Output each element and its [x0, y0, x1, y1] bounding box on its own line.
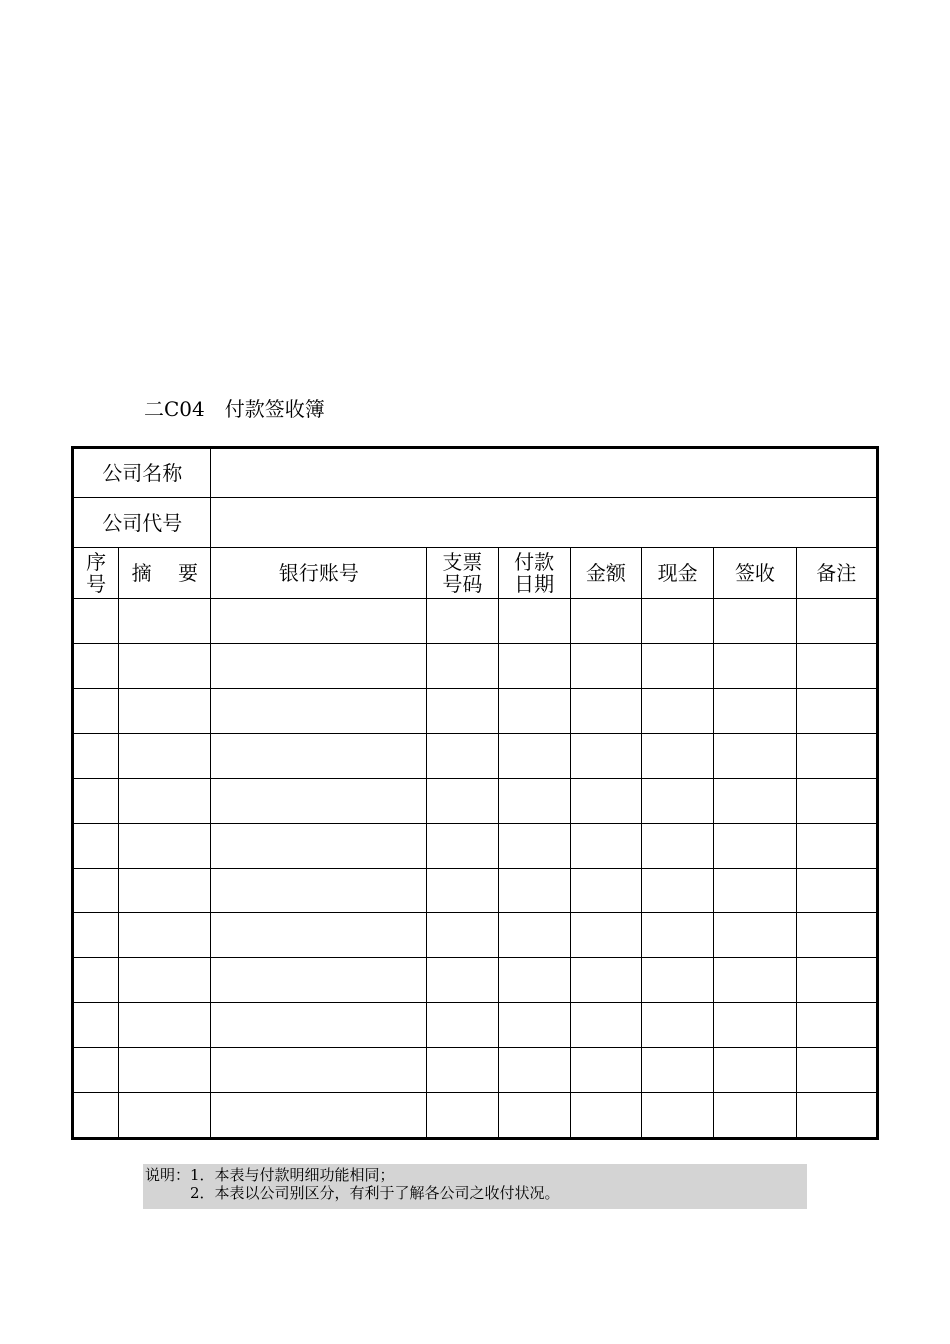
- table-row: [73, 868, 878, 913]
- cell-check-no[interactable]: [427, 958, 498, 1003]
- cell-remarks[interactable]: [796, 1003, 877, 1048]
- table-row: [73, 599, 878, 644]
- cell-remarks[interactable]: [796, 868, 877, 913]
- cell-pay-date[interactable]: [498, 733, 570, 778]
- cell-seq[interactable]: [73, 644, 119, 689]
- cell-cash[interactable]: [642, 958, 714, 1003]
- cell-bank-account[interactable]: [211, 823, 427, 868]
- cell-amount[interactable]: [570, 644, 641, 689]
- cell-bank-account[interactable]: [211, 958, 427, 1003]
- cell-sign[interactable]: [714, 1092, 796, 1138]
- cell-sign[interactable]: [714, 689, 796, 734]
- cell-check-no[interactable]: [427, 1048, 498, 1093]
- cell-summary[interactable]: [119, 868, 211, 913]
- cell-remarks[interactable]: [796, 778, 877, 823]
- cell-remarks[interactable]: [796, 1048, 877, 1093]
- cell-amount[interactable]: [570, 689, 641, 734]
- cell-remarks[interactable]: [796, 689, 877, 734]
- table-row: [73, 778, 878, 823]
- note-line-2: 2．本表以公司别区分，有利于了解各公司之收付状况。: [145, 1184, 560, 1202]
- cell-remarks[interactable]: [796, 958, 877, 1003]
- cell-seq[interactable]: [73, 1003, 119, 1048]
- table-row: [73, 733, 878, 778]
- cell-sign[interactable]: [714, 823, 796, 868]
- cell-seq[interactable]: [73, 599, 119, 644]
- cell-cash[interactable]: [642, 1092, 714, 1138]
- cell-summary[interactable]: [119, 958, 211, 1003]
- cell-check-no[interactable]: [427, 733, 498, 778]
- cell-amount[interactable]: [570, 958, 641, 1003]
- company-name-label: 公司名称: [73, 448, 211, 498]
- cell-check-no[interactable]: [427, 913, 498, 958]
- cell-bank-account[interactable]: [211, 1048, 427, 1093]
- cell-sign[interactable]: [714, 913, 796, 958]
- cell-check-no[interactable]: [427, 689, 498, 734]
- col-header-remarks: 备注: [796, 547, 877, 598]
- cell-seq[interactable]: [73, 1048, 119, 1093]
- cell-bank-account[interactable]: [211, 778, 427, 823]
- company-code-label: 公司代号: [73, 498, 211, 547]
- cell-sign[interactable]: [714, 1048, 796, 1093]
- cell-amount[interactable]: [570, 1048, 641, 1093]
- cell-sign[interactable]: [714, 599, 796, 644]
- cell-pay-date[interactable]: [498, 1092, 570, 1138]
- cell-seq[interactable]: [73, 778, 119, 823]
- cell-check-no[interactable]: [427, 1092, 498, 1138]
- note-line-1: 说明：1．本表与付款明细功能相同；: [145, 1166, 395, 1184]
- cell-seq[interactable]: [73, 823, 119, 868]
- col-header-seq: 序 号: [73, 547, 119, 598]
- table-row: [73, 958, 878, 1003]
- cell-pay-date[interactable]: [498, 823, 570, 868]
- cell-bank-account[interactable]: [211, 644, 427, 689]
- cell-cash[interactable]: [642, 599, 714, 644]
- cell-bank-account[interactable]: [211, 599, 427, 644]
- cell-remarks[interactable]: [796, 913, 877, 958]
- cell-check-no[interactable]: [427, 599, 498, 644]
- col-header-amount: 金额: [570, 547, 641, 598]
- cell-cash[interactable]: [642, 868, 714, 913]
- cell-amount[interactable]: [570, 1003, 641, 1048]
- cell-bank-account[interactable]: [211, 733, 427, 778]
- col-header-cash: 现金: [642, 547, 714, 598]
- cell-pay-date[interactable]: [498, 644, 570, 689]
- cell-bank-account[interactable]: [211, 868, 427, 913]
- cell-amount[interactable]: [570, 823, 641, 868]
- payment-sign-form: [71, 446, 879, 1140]
- cell-summary[interactable]: [119, 1003, 211, 1048]
- cell-remarks[interactable]: [796, 599, 877, 644]
- cell-sign[interactable]: [714, 868, 796, 913]
- cell-seq[interactable]: [73, 958, 119, 1003]
- cell-cash[interactable]: [642, 913, 714, 958]
- cell-amount[interactable]: [570, 778, 641, 823]
- table-row: [73, 644, 878, 689]
- cell-cash[interactable]: [642, 778, 714, 823]
- cell-pay-date[interactable]: [498, 778, 570, 823]
- cell-remarks[interactable]: [796, 1092, 877, 1138]
- cell-summary[interactable]: [119, 689, 211, 734]
- cell-summary[interactable]: [119, 733, 211, 778]
- cell-amount[interactable]: [570, 913, 641, 958]
- cell-sign[interactable]: [714, 733, 796, 778]
- cell-check-no[interactable]: [427, 778, 498, 823]
- cell-pay-date[interactable]: [498, 599, 570, 644]
- page-title: 二C04 付款签收簿: [144, 397, 325, 421]
- table-row: [73, 823, 878, 868]
- cell-check-no[interactable]: [427, 823, 498, 868]
- cell-sign[interactable]: [714, 644, 796, 689]
- cell-summary[interactable]: [119, 1048, 211, 1093]
- col-header-sign: 签收: [714, 547, 796, 598]
- explanation-note: [143, 1164, 807, 1209]
- col-header-summary: 摘 要: [119, 547, 211, 598]
- cell-check-no[interactable]: [427, 1003, 498, 1048]
- cell-check-no[interactable]: [427, 644, 498, 689]
- cell-amount[interactable]: [570, 868, 641, 913]
- cell-pay-date[interactable]: [498, 868, 570, 913]
- cell-sign[interactable]: [714, 958, 796, 1003]
- cell-bank-account[interactable]: [211, 689, 427, 734]
- cell-pay-date[interactable]: [498, 913, 570, 958]
- cell-seq[interactable]: [73, 733, 119, 778]
- cell-amount[interactable]: [570, 733, 641, 778]
- cell-sign[interactable]: [714, 778, 796, 823]
- cell-summary[interactable]: [119, 823, 211, 868]
- cell-pay-date[interactable]: [498, 689, 570, 734]
- cell-remarks[interactable]: [796, 644, 877, 689]
- cell-seq[interactable]: [73, 868, 119, 913]
- cell-summary[interactable]: [119, 913, 211, 958]
- cell-remarks[interactable]: [796, 823, 877, 868]
- col-header-pay-date: 付款 日期: [498, 547, 570, 598]
- cell-bank-account[interactable]: [211, 1003, 427, 1048]
- cell-seq[interactable]: [73, 1092, 119, 1138]
- cell-cash[interactable]: [642, 1048, 714, 1093]
- col-header-check-no: 支票 号码: [427, 547, 498, 598]
- cell-pay-date[interactable]: [498, 958, 570, 1003]
- cell-summary[interactable]: [119, 644, 211, 689]
- table-row: [73, 913, 878, 958]
- table-body: [73, 599, 878, 1139]
- cell-summary[interactable]: [119, 599, 211, 644]
- cell-cash[interactable]: [642, 1003, 714, 1048]
- company-name-field[interactable]: [211, 448, 878, 498]
- cell-amount[interactable]: [570, 1092, 641, 1138]
- table-row: [73, 1092, 878, 1138]
- cell-seq[interactable]: [73, 913, 119, 958]
- table-row: [73, 689, 878, 734]
- cell-cash[interactable]: [642, 733, 714, 778]
- cell-amount[interactable]: [570, 599, 641, 644]
- cell-summary[interactable]: [119, 778, 211, 823]
- col-header-bank-account: 银行账号: [211, 547, 427, 598]
- table-row: [73, 1048, 878, 1093]
- cell-summary[interactable]: [119, 1092, 211, 1138]
- company-code-field[interactable]: [211, 498, 878, 547]
- cell-check-no[interactable]: [427, 868, 498, 913]
- cell-bank-account[interactable]: [211, 913, 427, 958]
- cell-cash[interactable]: [642, 823, 714, 868]
- cell-pay-date[interactable]: [498, 1003, 570, 1048]
- cell-pay-date[interactable]: [498, 1048, 570, 1093]
- cell-cash[interactable]: [642, 689, 714, 734]
- table-row: [73, 1003, 878, 1048]
- cell-sign[interactable]: [714, 1003, 796, 1048]
- cell-bank-account[interactable]: [211, 1092, 427, 1138]
- cell-seq[interactable]: [73, 689, 119, 734]
- cell-remarks[interactable]: [796, 733, 877, 778]
- cell-cash[interactable]: [642, 644, 714, 689]
